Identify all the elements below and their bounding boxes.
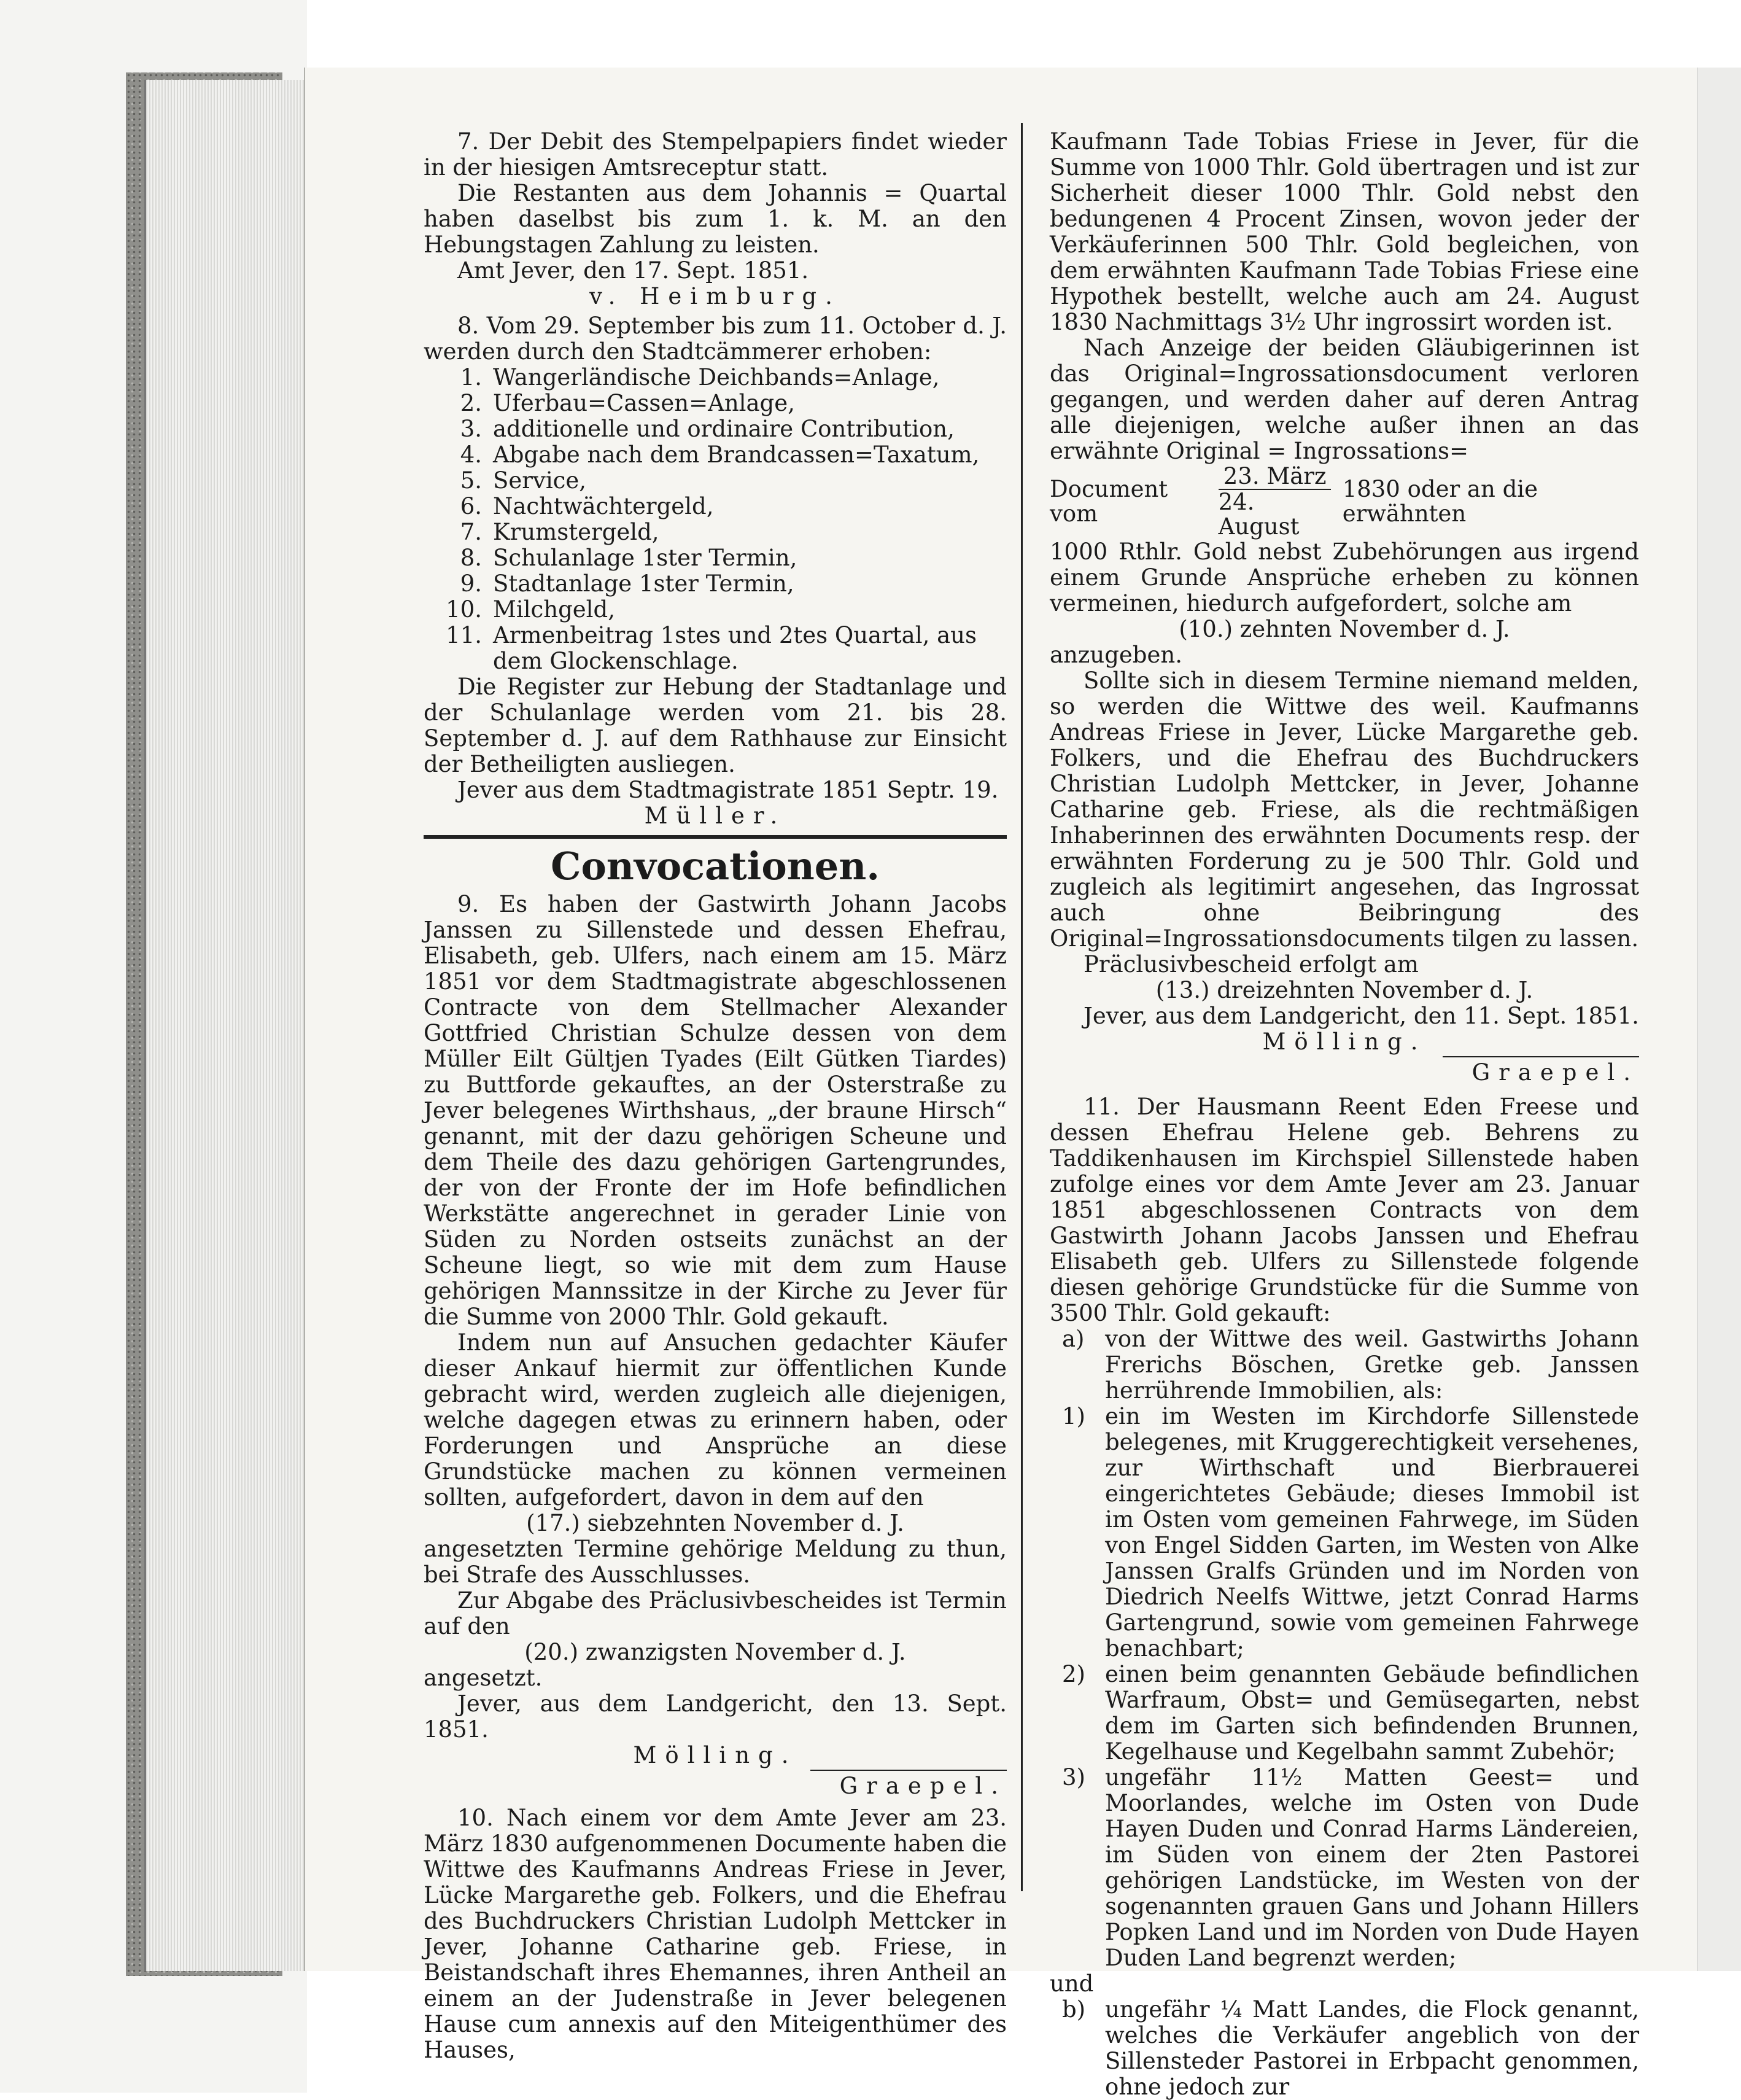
notice-11-und: und: [1050, 1970, 1094, 1997]
levy-item-text: Krumstergeld,: [493, 519, 659, 545]
notice-10-signature: Mölling.: [1262, 1029, 1427, 1055]
levy-list-item: [424, 416, 1007, 442]
notice-8-text-2: Die Register zur Hebung der Stadtanlage und der Schulanlage werden vom 21. bis 28. September d. J. auf dem Rathhause zur Einsicht der Betheiligten ausliegen.: [424, 674, 1007, 777]
levy-item-text: Uferbau=Cassen=Anlage,: [493, 390, 795, 416]
page-stack-edges: [144, 80, 306, 1971]
levy-item-text: Abgabe nach dem Brandcassen=Taxatum,: [493, 441, 980, 468]
levy-item-text: Stadtanlage 1ster Termin,: [493, 570, 794, 597]
levy-item-number: 11.: [446, 622, 482, 648]
levy-list-item: [424, 519, 1007, 545]
levy-item-number: 8.: [460, 545, 482, 571]
levy-list-item: [424, 494, 1007, 519]
levy-list-item: [424, 391, 1007, 416]
notice-7-text-2: Die Restanten aus dem Johannis = Quartal haben daselbst bis zum 1. k. M. an den Hebungstagen Zahlung zu leisten.: [424, 180, 1007, 258]
document-label-2: 1830 oder an die erwähnten: [1342, 476, 1538, 527]
levy-item-number: 5.: [460, 467, 482, 494]
notice-9-text-3: angesetzten Termine gehörige Meldung zu thun, bei Strafe des Ausschlusses.: [424, 1536, 1007, 1588]
levy-list-item: [424, 571, 1007, 597]
levy-item-number: 7.: [460, 519, 482, 545]
property-list: [1050, 1326, 1639, 1971]
notice-9-signature-2: Graepel.: [839, 1773, 1007, 1799]
notice-9-place-date: Jever, aus dem Landgericht, den 13. Sept. 1851.: [424, 1690, 1007, 1743]
notice-8-signature: Müller.: [644, 803, 786, 829]
property-item-label: 2): [1062, 1661, 1085, 1687]
document-dates-line: [1050, 464, 1639, 539]
property-item: [1050, 1404, 1639, 1662]
levy-item-text: Armenbeitrag 1stes und 2tes Quartal, aus dem Glockenschlage.: [493, 622, 977, 674]
notice-11-text: 11. Der Hausmann Reent Eden Freese und dessen Ehefrau Helene geb. Behrens zu Taddikenhausen im Kirchspiel Sillenstede haben zufolge eines vor dem Amte Jever am 23. Januar 1851 abgeschlossenen Contracts von dem Gastwirth Johann Jacobs Janssen und Ehefrau Elisabeth geb. Ulfers zu Sillenstede folgende diesen gehörige Grundstücke für die Summe von 3500 Thlr. Gold gekauft:: [1050, 1094, 1639, 1326]
notice-10-place-date: Jever, aus dem Landgericht, den 11. Sept. 1851.: [1084, 1003, 1639, 1029]
document-label: Document vom: [1050, 476, 1168, 527]
levy-item-text: Schulanlage 1ster Termin,: [493, 545, 797, 571]
property-item: [1050, 1326, 1639, 1404]
property-item-text: einen beim genannten Gebäude befindlichen Warfraum, Obst= und Gemüsegarten, nebst dem im Garten sich befindenden Brunnen, Kegelhause und Kegelbahn sammt Zubehör;: [1105, 1661, 1639, 1765]
levy-item-number: 10.: [446, 596, 482, 623]
notice-9-date-2: (20.) zwanzigsten November d. J.: [524, 1639, 906, 1665]
property-item: [1050, 1765, 1639, 1971]
notice-10-text-3: Nach Anzeige der beiden Gläubigerinnen ist das Original=Ingrossationsdocument verloren gegangen, und werden daher auf deren Antrag alle diejenigen, welche außer ihnen an das erwähnte Original = Ingrossations=: [1050, 335, 1639, 464]
levy-item-text: additionelle und ordinaire Contribution,: [493, 416, 955, 442]
property-item-label: 3): [1062, 1764, 1085, 1791]
date-top: 23. März: [1219, 464, 1332, 490]
notice-7-text: 7. Der Debit des Stempelpapiers findet wieder in der hiesigen Amtsreceptur statt.: [424, 128, 1007, 181]
notice-10-text-2: Kaufmann Tade Tobias Friese in Jever, für die Summe von 1000 Thlr. Gold übertragen und ist zur Sicherheit dieser 1000 Thlr. Gold nebst den bedungenen 4 Procent Zinsen, wovon jeder der Verkäuferinnen 500 Thlr. Gold begleichen, von dem erwähnten Kaufmann Tade Tobias Friese eine Hypothek bestellt, welche auch am 24. August 1830 Nachmittags 3½ Uhr ingrossirt worden ist.: [1050, 128, 1639, 335]
levy-item-number: 9.: [460, 570, 482, 597]
levy-list-item: [424, 442, 1007, 468]
levy-item-number: 6.: [460, 493, 482, 519]
column-divider: [1021, 123, 1023, 1891]
levy-item-number: 1.: [460, 364, 482, 391]
levy-list-item: [424, 545, 1007, 571]
property-item-text: ungefähr 11½ Matten Geest= und Moorlandes, welche im Osten von Dude Hayen Duden und Conrad Harms Ländereien, im Süden von einem der 2ten Pastorei gehörigen Landstücke, im Westen von der sogenannten grauen Gans und Johann Hillers Popken Land und im Norden von Dude Hayen Duden Land begrenzt werden;: [1105, 1764, 1639, 1971]
notice-7-signature: v. Heimburg.: [589, 283, 841, 309]
section-rule: [424, 835, 1007, 839]
document-date-fraction: [1219, 464, 1332, 539]
notice-10-text-6: Sollte sich in diesem Termine niemand melden, so werden die Wittwe des weil. Kaufmanns Andreas Friese in Jever, Lücke Margarethe geb. Folkers, und die Ehefrau des Buchdruckers Christian Ludolph Mettcker, in Jever, Johanne Catharine geb. Friese, als die rechtmäßigen Inhaberinnen des erwähnten Documents resp. der erwähnten Forderung zu je 500 Thlr. Gold und zugleich als legitimirt angesehen, das Ingrossat auch ohne Beibringung des Original=Ingrossationsdocuments tilgen zu lassen.: [1050, 667, 1639, 952]
levy-list-item: [424, 597, 1007, 623]
notice-9-text-5: angesetzt.: [424, 1665, 543, 1691]
notice-10-text-7: Präclusivbescheid erfolgt am: [1084, 951, 1419, 978]
date-bottom: 24. August: [1218, 489, 1300, 540]
levy-item-text: Wangerländische Deichbands=Anlage,: [493, 364, 940, 391]
notice-10-date-1: (10.) zehnten November d. J.: [1179, 616, 1510, 642]
signature-rule: [810, 1770, 1007, 1771]
property-item-label: b): [1062, 1996, 1086, 2023]
property-item-text: ein im Westen im Kirchdorfe Sillenstede belegenes, mit Kruggerechtigkeit versehenes, zur Wirthschaft und Bierbrauerei eingerichtetes Gebäude; dieses Immobil ist im Osten vom gemeinen Fahrwege, im Süden von Engel Sidden Garten, im Westen von Alke Janssen Gralfs Gründen und im Norden von Diedrich Neelfs Wittwe, jetzt Conrad Harms Gartengrund, sowie vom gemeinen Fahrwege benachbart;: [1105, 1403, 1639, 1662]
property-item-text: ungefähr ¼ Matt Landes, die Flock genannt, welches die Verkäufer angeblich von der Sillensteder Pastorei in Erbpacht genommen, ohne jedoch zur: [1105, 1996, 1639, 2100]
right-column: [1050, 129, 1639, 2100]
levy-item-text: Service,: [493, 467, 587, 494]
notice-9-text-2: Indem nun auf Ansuchen gedachter Käufer dieser Ankauf hiermit zur öffentlichen Kunde gebracht wird, werden zugleich alle diejenigen, welche dagegen etwas zu erinnern haben, oder Forderungen und Ansprüche an diese Grundstücke machen zu können vermeinen sollten, aufgefordert, davon in dem auf den: [424, 1329, 1007, 1511]
property-item: [1050, 1662, 1639, 1765]
section-heading: Convocationen.: [551, 844, 880, 889]
property-item-b: [1050, 1997, 1639, 2100]
levy-list-item: [424, 623, 1007, 674]
levy-list: [424, 365, 1007, 674]
notice-9-date-1: (17.) siebzehnten November d. J.: [526, 1510, 904, 1536]
notice-7-place-date: Amt Jever, den 17. Sept. 1851.: [457, 257, 809, 284]
levy-item-number: 3.: [460, 416, 482, 442]
notice-8-place-date: Jever aus dem Stadtmagistrate 1851 Septr. 19.: [457, 777, 999, 803]
property-item-text: von der Wittwe des weil. Gastwirths Johann Frerichs Böschen, Gretke geb. Janssen herrührende Immobilien, als:: [1105, 1326, 1639, 1404]
notice-8-intro: 8. Vom 29. September bis zum 11. October d. J. werden durch den Stadtcämmerer erhoben:: [424, 313, 1007, 365]
notice-10-text-5: anzugeben.: [1050, 642, 1182, 668]
page-right-margin: [1697, 68, 1741, 1971]
levy-list-item: [424, 468, 1007, 494]
levy-item-text: Milchgeld,: [493, 596, 615, 623]
levy-item-number: 2.: [460, 390, 482, 416]
notice-10-text: 10. Nach einem vor dem Amte Jever am 23. März 1830 aufgenommenen Documente haben die Wittwe des Kaufmanns Andreas Friese in Jever, Lücke Margarethe geb. Folkers, und die Ehefrau des Buchdruckers Christian Ludolph Mettcker in Jever, Johanne Catharine geb. Friese, in Beistandschaft ihres Ehemannes, ihren Antheil an einem an der Judenstraße in Jever belegenen Hause cum annexis auf den Miteigenthümer des Hauses,: [424, 1805, 1007, 2063]
levy-item-text: Nachtwächtergeld,: [493, 493, 714, 519]
levy-item-number: 4.: [460, 441, 482, 468]
property-item-label: a): [1062, 1326, 1085, 1352]
notice-10-text-4: 1000 Rthlr. Gold nebst Zubehörungen aus irgend einem Grunde Ansprüche erheben zu können vermeinen, hiedurch aufgefordert, solche am: [1050, 539, 1639, 616]
notice-10-date-2: (13.) dreizehnten November d. J.: [1155, 977, 1534, 1003]
notice-10-signature-2: Graepel.: [1472, 1059, 1639, 1086]
notice-9-text-4: Zur Abgabe des Präclusivbescheides ist Termin auf den: [424, 1587, 1007, 1639]
notice-9-text: 9. Es haben der Gastwirth Johann Jacobs Janssen zu Sillenstede und dessen Ehefrau, Elisabeth, geb. Ulfers, nach einem am 15. März 1851 vor dem Stadtmagistrate abgeschlossenen Contracte von dem Stellmacher Alexander Gottfried Christian Schulze dessen von dem Müller Eilt Gültjen Tyades (Eilt Gütken Tiardes) zu Buttforde gekauftes, an der Osterstraße zu Jever belegenes Wirthshaus, „der braune Hirsch“ genannt, mit der dazu gehörigen Scheune und dem Theile des dazu gehörigen Gartengrundes, der von der Fronte der im Hofe befindlichen Werkstätte angerechnet in gerader Linie von Süden zu Norden ostseits zunächst an der Scheune liegt, so wie mit dem zum Hause gehörigen Mannssitze in der Kirche zu Jever für die Summe von 2000 Thlr. Gold gekauft.: [424, 891, 1007, 1330]
notice-9-signature: Mölling.: [633, 1742, 797, 1768]
signature-rule-2: [1443, 1056, 1639, 1057]
left-column: [424, 129, 1007, 2063]
levy-list-item: [424, 365, 1007, 391]
property-item-label: 1): [1062, 1403, 1085, 1429]
